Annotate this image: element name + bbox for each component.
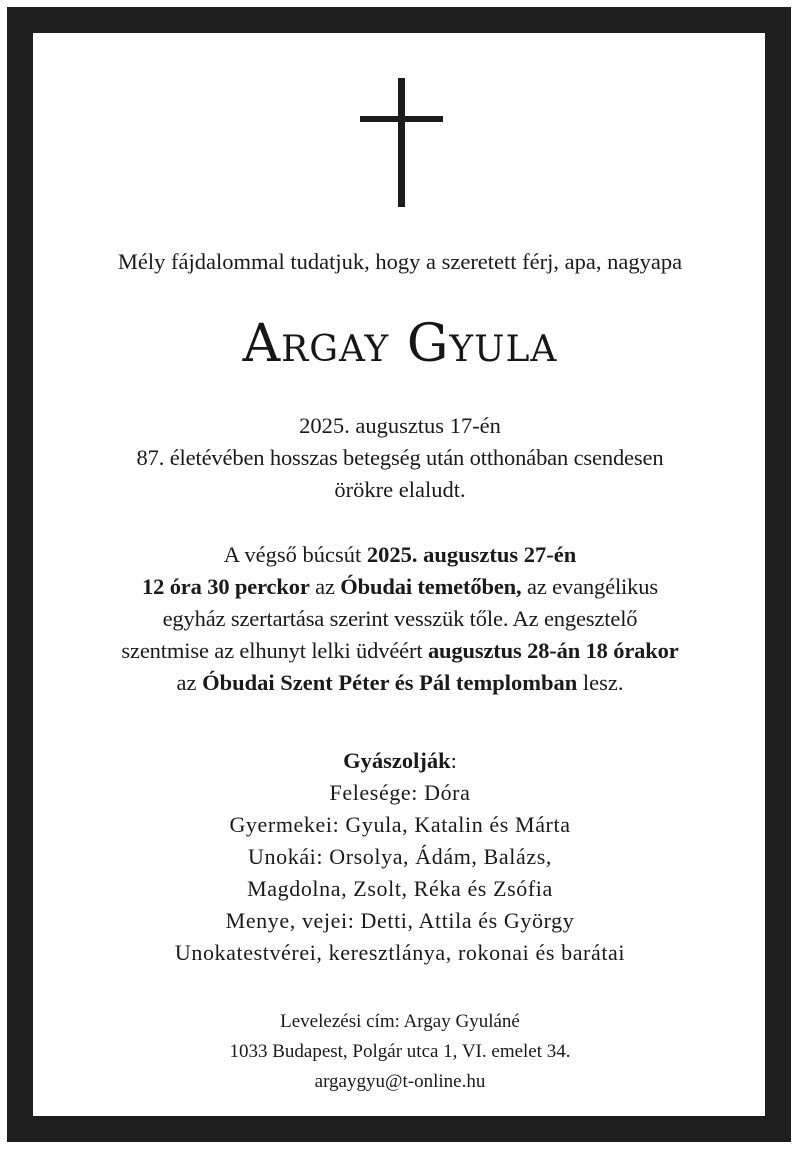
death-date: 2025. augusztus 17-én [299,413,501,438]
death-circumstances-line-1: 87. életévében hosszas betegség után otthonában csendesen [136,445,664,470]
funeral-line-3: egyház szertartása szerint vesszük tőle. Az engesztelő [162,606,638,631]
funeral-time: 12 óra 30 perckor [142,574,310,599]
funeral-line-1 [0,539,800,571]
funeral-cemetery: Óbudai temetőben, [340,574,522,599]
cross-horizontal-bar [360,116,443,122]
cross-icon [0,0,800,220]
mourner-line-children: Gyermekei: Gyula, Katalin és Márta [229,812,571,837]
contact-label: Levelezési cím: Argay Gyuláné [280,1011,520,1032]
intro-text: Mély fájdalommal tudatjuk, hogy a szeretett férj, apa, nagyapa [117,249,683,274]
mass-datetime: augusztus 28-án 18 órakor [427,638,679,663]
mass-text: az [176,670,203,695]
cross-vertical-bar [398,78,405,207]
funeral-line-4 [0,635,800,667]
death-circumstances-line-2: örökre elaludt. [334,477,466,502]
funeral-line-2 [0,571,800,603]
funeral-line-5 [0,667,800,699]
mourner-line-relatives: Unokatestvérei, keresztlánya, rokonai és barátai [174,940,626,965]
mourners-heading-label: Gyászolják [343,748,451,773]
contact-address: 1033 Budapest, Polgár utca 1, VI. emelet 34. [229,1041,571,1062]
deceased-name: Argay Gyula [242,314,558,374]
funeral-text: A végső búcsút [223,542,367,567]
mourner-line-grandchildren-2: Magdolna, Zsolt, Réka és Zsófia [247,876,553,901]
mourner-line-wife: Felesége: Dóra [329,780,471,805]
contact-email: argaygyu@t-online.hu [314,1071,486,1092]
mass-text: lesz. [577,670,624,695]
funeral-text: az evangélikus [521,574,658,599]
mass-text: szentmise az elhunyt lelki üdvéért [121,638,428,663]
mass-church: Óbudai Szent Péter és Pál templomban [202,670,578,695]
mourner-line-in-laws: Menye, vejei: Detti, Attila és György [225,908,575,933]
funeral-text: az [309,574,341,599]
mourners-heading-colon: : [450,748,457,773]
mourner-line-grandchildren-1: Unokái: Orsolya, Ádám, Balázs, [248,844,552,869]
mourners-heading [0,745,800,777]
funeral-date: 2025. augusztus 27-én [366,542,577,567]
